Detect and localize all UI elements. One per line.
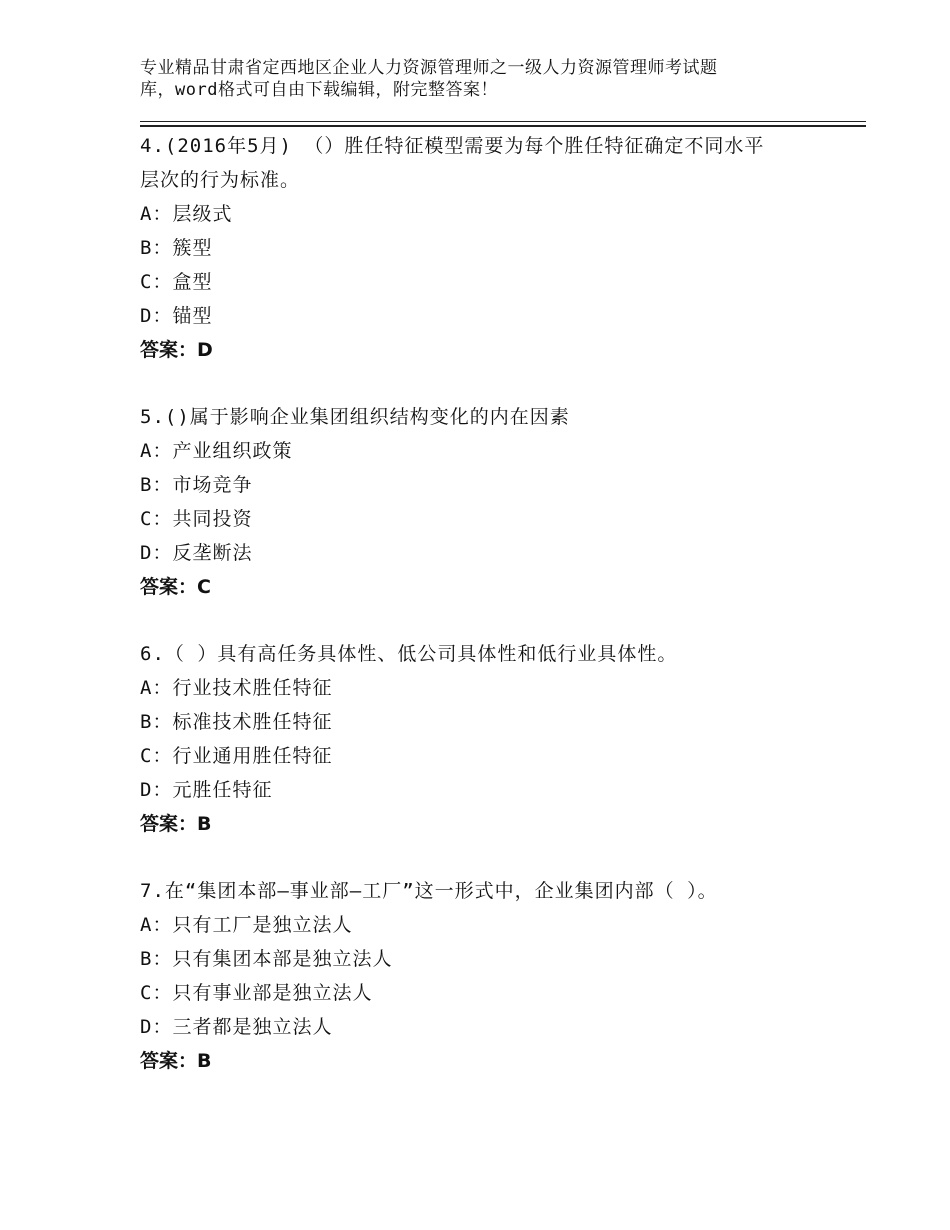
answer-label: 答案：D: [140, 339, 213, 361]
header-divider-thick: [140, 125, 866, 127]
option-a: A：只有工厂是独立法人: [140, 914, 353, 936]
document-header: [140, 57, 840, 101]
question-6: [140, 637, 840, 841]
option-c: C：盒型: [140, 271, 213, 293]
option-d: D：三者都是独立法人: [140, 1016, 333, 1038]
option-d: D：元胜任特征: [140, 779, 273, 801]
option-c: C：行业通用胜任特征: [140, 745, 333, 767]
answer-label: 答案：C: [140, 576, 211, 598]
header-line-2: 库，word格式可自由下载编辑，附完整答案！: [140, 80, 498, 100]
question-7: [140, 874, 840, 1078]
header-line-1: 专业精品甘肃省定西地区企业人力资源管理师之一级人力资源管理师考试题: [140, 58, 718, 78]
header-divider-thin: [140, 121, 866, 122]
option-a: A：产业组织政策: [140, 440, 293, 462]
option-b: B：市场竞争: [140, 474, 253, 496]
option-d: D：反垄断法: [140, 542, 253, 564]
question-stem: 4.(2016年5月) （）胜任特征模型需要为每个胜任特征确定不同水平: [140, 135, 765, 157]
answer-label: 答案：B: [140, 813, 212, 835]
question-5: [140, 400, 840, 604]
question-list: [140, 129, 840, 1111]
option-b: B：标准技术胜任特征: [140, 711, 333, 733]
question-stem: 6.（ ）具有高任务具体性、低公司具体性和低行业具体性。: [140, 643, 678, 665]
option-c: C：只有事业部是独立法人: [140, 982, 373, 1004]
option-b: B：只有集团本部是独立法人: [140, 948, 393, 970]
question-4: [140, 129, 840, 367]
question-stem: 5.()属于影响企业集团组织结构变化的内在因素: [140, 406, 570, 428]
option-b: B：簇型: [140, 237, 213, 259]
option-d: D：锚型: [140, 305, 213, 327]
option-a: A：层级式: [140, 203, 233, 225]
option-a: A：行业技术胜任特征: [140, 677, 333, 699]
question-stem: 7.在“集团本部—事业部—工厂”这一形式中，企业集团内部（ ）。: [140, 880, 718, 902]
answer-label: 答案：B: [140, 1050, 212, 1072]
question-stem-continued: 层次的行为标准。: [140, 169, 301, 191]
option-c: C：共同投资: [140, 508, 253, 530]
